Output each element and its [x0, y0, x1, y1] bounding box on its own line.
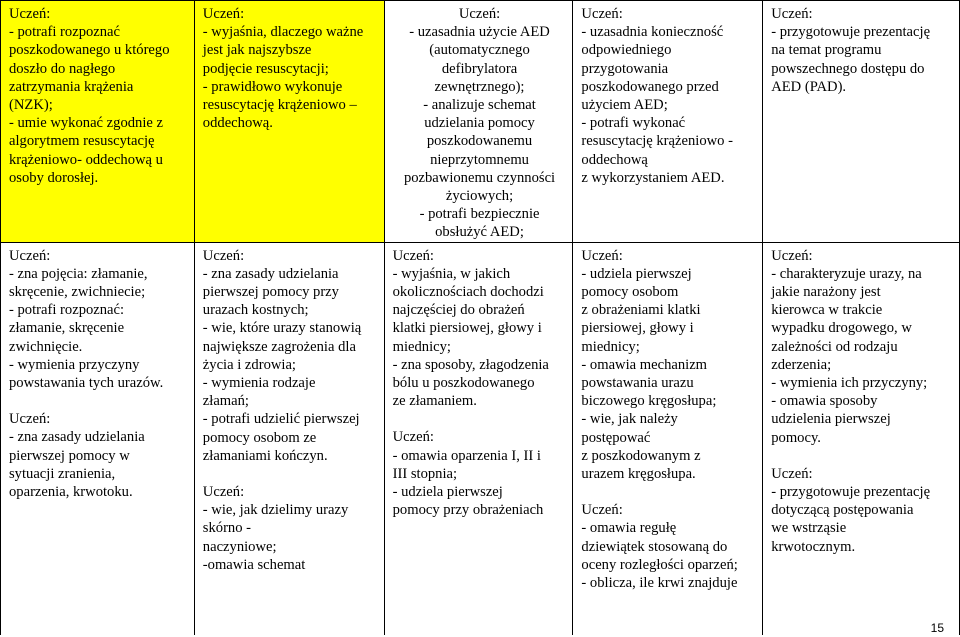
text-line: klatki piersiowej, głowy i: [392, 320, 542, 337]
text-line: - wymienia rodzaje: [202, 375, 316, 392]
text-line: - wie, które urazy stanowią: [202, 320, 362, 337]
text-line: pomocy osobom: [581, 284, 679, 301]
text-line: - przygotowuje prezentację: [771, 24, 931, 41]
text-line: powszechnego dostępu do: [771, 60, 925, 77]
text-line: (automatycznego: [429, 42, 530, 59]
learning-outcome-block: [9, 410, 188, 501]
learning-outcome-block: [771, 5, 953, 96]
text-line: złamanie, skręcenie: [9, 320, 125, 337]
text-line: - wymienia przyczyny: [9, 356, 140, 373]
text-line: urazach kostnych;: [202, 302, 309, 319]
text-line: jakie narażony jest: [771, 284, 881, 301]
text-line: powstawania tych urazów.: [9, 375, 164, 392]
block-heading: Uczeń:: [9, 247, 51, 264]
text-line: - przygotowuje prezentację: [771, 484, 931, 501]
block-heading: Uczeń:: [581, 247, 623, 264]
text-line: największe zagrożenia dla: [202, 338, 356, 355]
text-line: resuscytację krążeniowo -: [581, 133, 733, 150]
text-line: poszkodowanemu: [426, 133, 533, 150]
page-number: 15: [930, 621, 944, 635]
block-heading: Uczeń:: [581, 6, 623, 22]
text-line: - omawia regułę: [581, 520, 677, 537]
text-line: III stopnia;: [392, 465, 458, 482]
text-line: poszkodowanego u którego: [9, 42, 170, 59]
text-line: skręcenie, zwichniecie;: [9, 284, 146, 301]
text-line: udzielania pomocy: [424, 115, 535, 132]
text-line: pierwszej pomocy w: [9, 447, 130, 464]
block-heading: Uczeń:: [581, 502, 623, 519]
text-line: defibrylatora: [441, 60, 518, 77]
text-line: odpowiedniego: [581, 42, 672, 59]
text-line: oceny rozległości oparzeń;: [581, 556, 738, 573]
learning-outcome-block: [203, 483, 378, 574]
learning-outcome-block: [393, 428, 567, 519]
table-row: [1, 242, 960, 635]
text-line: oddechową: [581, 151, 648, 168]
block-heading: Uczeń:: [392, 247, 434, 264]
text-line: - wyjaśnia, w jakich: [392, 265, 511, 282]
text-line: - wymienia ich przyczyny;: [771, 375, 928, 392]
text-line: pomocy przy obrażeniach: [392, 502, 544, 519]
text-line: - omawia sposoby: [771, 393, 878, 410]
text-line: życiowych;: [445, 188, 514, 205]
text-line: - potrafi wykonać: [581, 115, 686, 132]
text-line: - potrafi bezpiecznie: [419, 206, 540, 223]
text-line: - omawia oparzenia I, II i: [392, 447, 541, 464]
text-line: (NZK);: [9, 97, 53, 114]
table-cell: [1, 242, 195, 635]
learning-outcome-block: [9, 247, 188, 393]
text-line: okolicznościach dochodzi: [392, 284, 544, 301]
block-heading: Uczeń:: [392, 429, 434, 446]
text-line: - zna sposoby, złagodzenia: [392, 356, 549, 373]
learning-outcome-block: [393, 5, 567, 242]
table-cell: [573, 1, 763, 243]
text-line: - prawidłowo wykonuje: [202, 78, 343, 95]
text-line: kierowca w trakcie: [771, 302, 883, 319]
table-cell: [763, 242, 960, 635]
text-line: urazem kręgosłupa.: [581, 466, 696, 483]
text-line: doszło do nagłego: [9, 60, 116, 77]
text-line: z wykorzystaniem AED.: [581, 169, 725, 186]
block-heading: Uczeń:: [202, 484, 245, 501]
learning-outcome-block: [771, 247, 953, 447]
text-line: - analizuje schemat: [423, 97, 536, 114]
text-line: - wyjaśnia, dlaczego ważne: [202, 24, 364, 41]
text-line: obsłużyć AED;: [435, 224, 524, 241]
text-line: złamań;: [202, 393, 249, 410]
text-line: pomocy osobom ze: [202, 429, 317, 446]
text-line: AED (PAD).: [771, 78, 847, 95]
text-line: - charakteryzuje urazy, na: [771, 265, 922, 282]
text-line: - udziela pierwszej: [581, 265, 692, 282]
table-row: [1, 1, 960, 243]
text-line: zależności od rodzaju: [771, 338, 898, 355]
text-line: algorytmem resuscytację: [9, 133, 155, 150]
text-line: zwichnięcie.: [9, 338, 83, 355]
text-line: - uzasadnia użycie AED: [409, 24, 550, 41]
text-line: bólu u poszkodowanego: [392, 375, 535, 392]
learning-outcome-block: [203, 247, 378, 465]
text-line: zatrzymania krążenia: [9, 78, 134, 95]
text-line: - zna pojęcia: złamanie,: [9, 265, 148, 282]
text-line: pierwszej pomocy przy: [202, 284, 339, 301]
text-line: z poszkodowanym z: [581, 447, 701, 464]
text-line: - potrafi rozpoznać: [9, 24, 121, 41]
text-line: - oblicza, ile krwi znajduje: [581, 575, 738, 592]
text-line: wypadku drogowego, w: [771, 320, 912, 337]
text-line: krążeniowo- oddechową u: [9, 151, 163, 168]
text-line: złamaniami kończyn.: [202, 447, 328, 464]
text-line: pomocy.: [771, 429, 821, 446]
text-line: oparzenia, krwotoku.: [9, 484, 133, 501]
text-line: użyciem AED;: [581, 97, 668, 114]
text-line: miednicy;: [392, 338, 451, 355]
table-cell: [573, 242, 763, 635]
text-line: postępować: [581, 429, 651, 446]
text-line: - omawia mechanizm: [581, 356, 708, 373]
table-cell: [763, 1, 960, 243]
text-line: nieprzytomnemu: [430, 151, 529, 168]
text-line: z obrażeniami klatki: [581, 302, 701, 319]
table-cell: [194, 1, 384, 243]
text-line: sytuacji zranienia,: [9, 465, 116, 482]
text-line: zderzenia;: [771, 356, 832, 373]
text-line: dziewiątek stosowaną do: [581, 538, 728, 555]
text-line: we wstrząsie: [771, 520, 847, 537]
learning-outcome-block: [581, 501, 756, 592]
block-heading: Uczeń:: [202, 247, 245, 264]
learning-outcome-block: [9, 5, 188, 187]
learning-outcome-block: [771, 465, 953, 556]
text-line: powstawania urazu: [581, 375, 694, 392]
text-line: pozbawionemu czynności: [403, 169, 556, 186]
text-line: oddechową.: [202, 115, 273, 132]
text-line: ze złamaniem.: [392, 393, 477, 410]
table-cell: [384, 1, 573, 243]
text-line: - umie wykonać zgodnie z: [9, 115, 163, 132]
text-line: resuscytację krążeniowo –: [202, 97, 357, 114]
text-line: - wie, jak dzielimy urazy: [202, 502, 349, 519]
block-heading: Uczeń:: [458, 6, 501, 22]
text-line: krwotocznym.: [771, 538, 856, 555]
text-line: naczyniowe;: [202, 538, 277, 555]
text-line: - potrafi rozpoznać:: [9, 302, 125, 319]
text-line: na temat programu: [771, 42, 882, 59]
text-line: - potrafi udzielić pierwszej: [202, 411, 360, 428]
block-heading: Uczeń:: [771, 6, 813, 22]
learning-outcome-block: [581, 247, 756, 484]
text-line: - zna zasady udzielania: [202, 265, 339, 282]
text-line: - udziela pierwszej: [392, 484, 503, 501]
text-line: zewnętrznego);: [434, 78, 525, 95]
text-line: skórno -: [202, 520, 252, 537]
text-line: najczęściej do obrażeń: [392, 302, 525, 319]
table-cell: [1, 1, 195, 243]
text-line: - zna zasady udzielania: [9, 429, 145, 446]
block-heading: Uczeń:: [771, 247, 813, 264]
text-line: podjęcie resuscytacji;: [202, 60, 329, 77]
text-line: życia i zdrowia;: [202, 356, 296, 373]
text-line: przygotowania: [581, 60, 669, 77]
block-heading: Uczeń:: [9, 411, 51, 428]
text-line: osoby dorosłej.: [9, 169, 99, 186]
learning-outcome-block: [203, 5, 378, 132]
text-line: dotyczącą postępowania: [771, 502, 914, 519]
text-line: jest jak najszybsze: [202, 42, 312, 59]
text-line: miednicy;: [581, 338, 640, 355]
text-line: biczowego kręgosłupa;: [581, 393, 717, 410]
text-line: udzielenia pierwszej: [771, 411, 891, 428]
table-cell: [194, 242, 384, 635]
text-line: - uzasadnia konieczność: [581, 24, 724, 41]
block-heading: Uczeń:: [771, 465, 813, 482]
text-line: - wie, jak należy: [581, 411, 678, 428]
text-line: piersiowej, głowy i: [581, 320, 694, 337]
learning-outcome-block: [393, 247, 567, 411]
block-heading: Uczeń:: [202, 6, 245, 22]
learning-outcome-block: [581, 5, 756, 187]
text-line: -omawia schemat: [202, 556, 306, 573]
text-line: poszkodowanego przed: [581, 78, 719, 95]
block-heading: Uczeń:: [9, 6, 51, 22]
table-cell: [384, 242, 573, 635]
